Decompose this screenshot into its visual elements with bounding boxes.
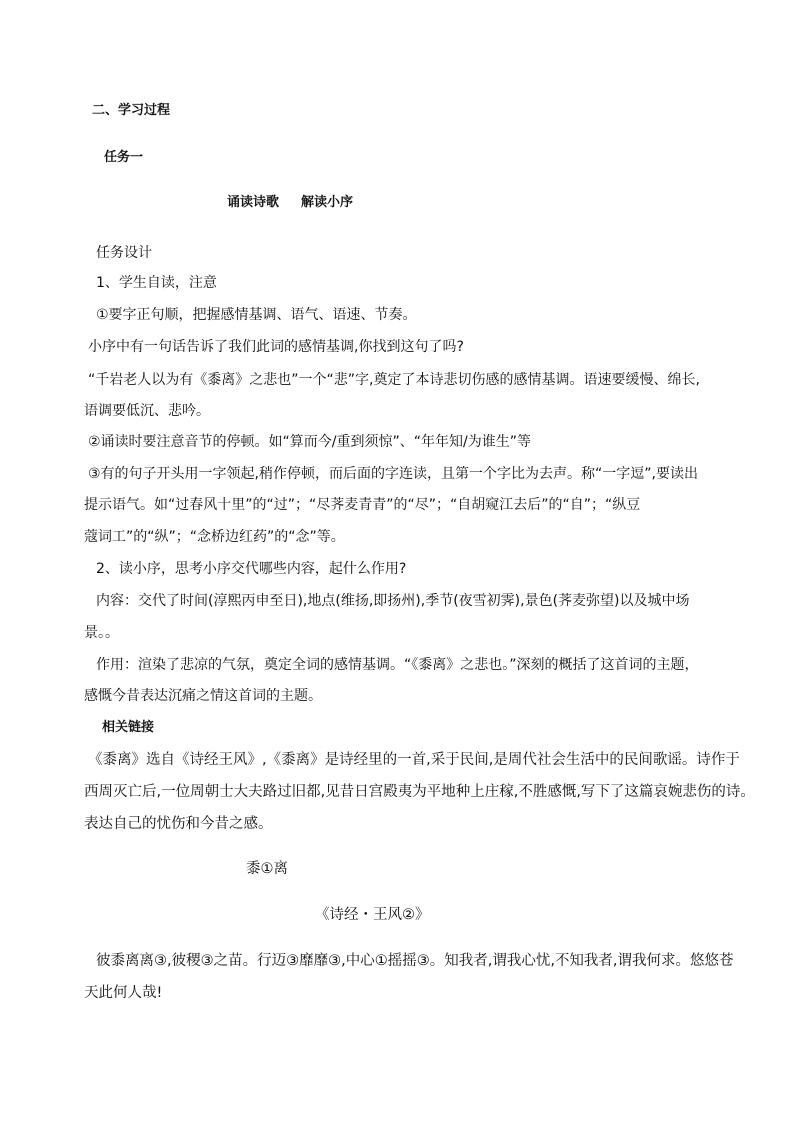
poem-line2: 天此何人哉! [84, 985, 163, 1001]
item2-content-line2: 景。。 [84, 625, 119, 641]
poem-source: 《诗经・王风②》 [315, 907, 430, 923]
related-line3: 表达自己的忧伤和今昔之感。 [84, 816, 273, 832]
answer-1-line2: 语调要低沉、悲吟。 [84, 403, 210, 419]
item2-content-line1: 内容：交代了时间(淳熙丙申至日),地点(维扬,即扬州),季节(夜雪初霁),景色(荠麦弥望)以及城中场 [96, 593, 690, 609]
related-line1: 《黍离》选自《诗经王风》,《黍离》是诗经里的一首,采于民间,是周代社会生活中的民间歌谣。诗作于 [88, 752, 740, 768]
related-line2: 西周灭亡后,一位周朝士大夫路过旧都,见昔日宫殿夷为平地种上庄稼,不胜感慨,写下了这篇哀婉悲伤的诗。 [84, 784, 755, 800]
item1-title: 1、学生自读，注意 [96, 275, 217, 291]
item1-point3-line2: 提示语气。如“过春风十里”的“过”；“尽荠麦青青”的“尽”；“自胡窥江去后”的“自”；“纵豆 [84, 497, 641, 513]
item1-point3-line3: 蔻词工”的“纵”；“念桥边红药”的“念”等。 [84, 529, 345, 545]
section-title: 二、学习过程 [92, 103, 171, 118]
item1-point2: ②诵读时要注意音节的停顿。如“算而今/重到须惊”、“年年知/为谁生”等 [88, 434, 531, 450]
task-label: 任务一 [104, 150, 144, 165]
item2-title: 2、读小序，思考小序交代哪些内容，起什么作用? [96, 561, 407, 577]
related-label: 相关链接 [102, 720, 155, 735]
question-1: 小序中有一句话告诉了我们此词的感情基调,你找到这句了吗? [88, 339, 464, 355]
item2-effect-line2: 感慨今昔表达沉痛之情这首词的主题。 [84, 688, 322, 704]
item2-effect-line1: 作用：渲染了悲凉的气氛，奠定全词的感情基调。“《黍离》之悲也。”深刻的概括了这首词的主题， [96, 657, 699, 673]
item1-point1: ①要字正句顺，把握感情基调、语气、语速、节奏。 [96, 307, 417, 323]
item1-point3-line1: ③有的句子开头用一字领起,稍作停顿，而后面的字连读，且第一个字比为去声。称“一字逗”,要读出 [88, 466, 698, 482]
task-topic-reading: 诵读诗歌 [227, 195, 280, 210]
task-topic [227, 193, 353, 213]
answer-1-line1: “千岩老人以为有《黍离》之悲也”一个“悲”字,奠定了本诗悲切伤感的感情基调。语速要缓慢、绵长, [88, 372, 700, 388]
poem-line1: 彼黍离离③,彼稷③之苗。行迈③靡靡③,中心①摇摇③。知我者,谓我心忧,不知我者,谓我何求。悠悠苍 [96, 953, 734, 969]
poem-title: 黍①离 [246, 861, 288, 877]
task-design-label: 任务设计 [96, 245, 152, 261]
task-topic-preface: 解读小序 [301, 195, 354, 210]
